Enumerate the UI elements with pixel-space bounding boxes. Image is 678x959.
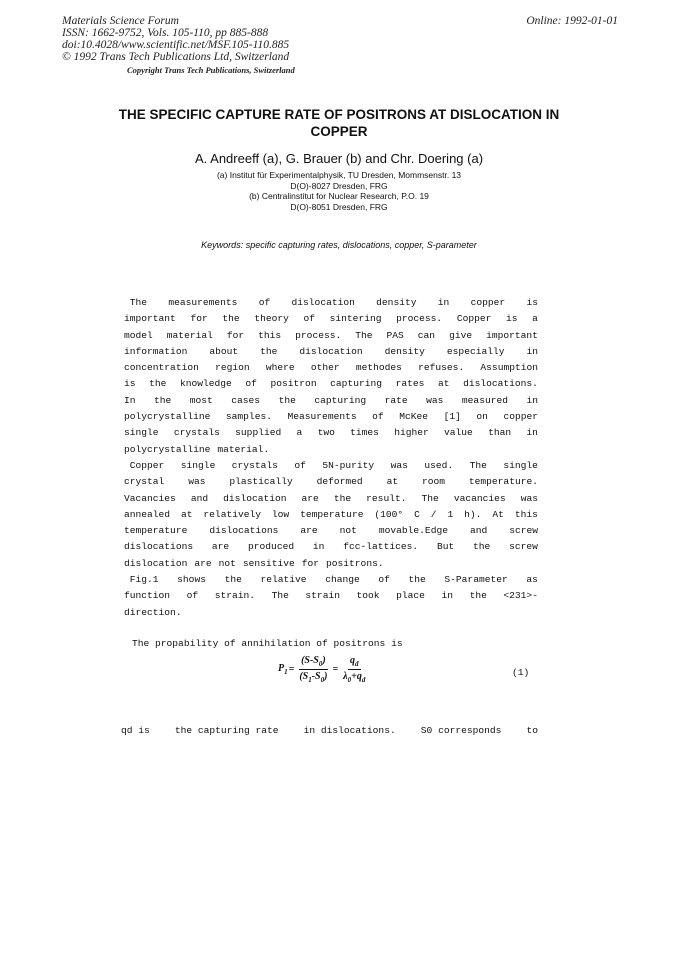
body-word: dislocation [124,557,188,569]
body-word: supplied [235,427,282,439]
equation-number: (1) [512,667,530,678]
body-word: McKee [399,411,429,423]
body-word: the [149,378,167,390]
body-word: was [426,394,444,406]
body-line [124,295,538,311]
body-word: of [294,459,306,471]
body-word: important [124,313,176,325]
fraction-s-parameter [297,655,329,684]
body-word: higher [394,427,429,439]
body-word: a [296,427,303,439]
body-word: material [166,329,213,341]
body-line [124,491,538,507]
body-word: temperature [124,525,188,537]
body-word: sensitive [242,557,295,569]
body-word: are [211,541,230,553]
online-date: Online: 1992-01-01 [526,15,618,27]
body-word: relative [260,574,307,586]
body-word: measured [461,394,508,406]
body-line [124,442,538,458]
body-word: The [421,492,439,504]
body-word: density [376,297,417,308]
body-word: polycrystalline [124,411,211,423]
fraction-denominator: $\lambda_0+q_d$ [343,671,366,684]
body-word: positrons. [326,557,384,569]
body-word: <231>- [503,590,538,602]
body-word: sintering [329,313,382,325]
body-line [124,328,538,344]
equation-1 [278,655,369,684]
body-text [124,295,538,621]
body-word: dislocations [124,541,194,553]
body-word: for [226,329,245,341]
body-word: and [469,525,488,537]
body-word: was [188,476,206,488]
body-word: took [356,590,380,602]
affiliations [100,170,578,212]
affiliation-line: D(O)-8051 Dresden, FRG [290,201,388,212]
body-word: 1 [447,508,454,520]
body-word: on [476,411,488,423]
body-word: for [301,557,320,569]
body-word: in [441,590,453,602]
body-word: fcc-lattices. [343,541,419,553]
body-word: dislocations. [463,378,538,390]
body-word: h). [464,508,482,520]
body-word: and [190,492,209,504]
body-word: at [180,508,193,520]
body-word: for [190,313,208,325]
body-word: not [218,557,236,569]
body-word: not [339,525,357,537]
body-word: most [189,394,213,406]
body-word: crystals [231,459,278,471]
affiliation-line: D(O)-8027 Dresden, FRG [290,180,388,191]
body-line [124,588,538,604]
body-word: relatively [203,508,261,520]
body-word: single [503,459,538,471]
fraction-denominator: $(S_1-S_0)$ [299,671,328,684]
body-word: The [271,590,289,602]
body-word: dislocation [291,297,355,308]
body-line [124,572,538,588]
body-word: dislocations [209,525,279,537]
body-word: screw [509,525,538,537]
publisher-line: © 1992 Trans Tech Publications Ltd, Switzerland [62,51,290,63]
body-word: The [355,329,373,341]
body-word: Copper [124,459,165,471]
body-line [124,311,538,327]
body-word: plastically [229,476,293,488]
body-word: was [520,492,538,504]
body-word: rates [395,378,425,390]
body-word: in [526,427,538,439]
body-word: strain. [214,590,256,602]
body-word: crystal [124,476,165,488]
body-word: crystals [173,427,220,439]
body-word: the [408,574,426,586]
body-word: The [124,297,148,308]
body-word: information [124,345,188,357]
copyright-notice: Copyright Trans Tech Publications, Switzerland [127,65,295,75]
issn-line: ISSN: 1662-9752, Vols. 105-110, pp 885-888 [62,27,269,39]
body-word: capturing [314,394,367,406]
body-word: other [310,362,340,374]
body-word: of [378,574,390,586]
body-word: region [215,362,250,374]
body-word: about [209,345,239,357]
closing-segment: S0 corresponds [420,725,502,736]
equals-sign: = [332,664,339,675]
body-word: can [417,329,436,341]
body-word: But [436,541,455,553]
body-word: movable.Edge [378,525,448,537]
body-word: PAS [386,329,404,341]
closing-segment: qd is [121,725,150,736]
body-word: times [350,427,379,439]
body-word: copper [470,297,506,308]
body-word: At [492,508,504,520]
body-word: the [473,541,491,553]
body-word: the [278,394,296,406]
body-word: this [258,329,282,341]
body-word: the [154,394,172,406]
body-word: is [526,297,538,308]
body-word: of [303,313,316,325]
body-word: refuses. [418,362,465,374]
body-word: especially [446,345,505,357]
body-word: in [312,541,325,553]
body-word: in [526,345,538,357]
body-word: temperature [300,508,364,520]
affiliation-line: (b) Centralinstitut for Nuclear Research, P.O. 19 [249,191,429,201]
body-word: The [469,459,487,471]
body-word: important [486,329,538,341]
body-word: place [396,590,425,602]
body-word: C [414,508,420,520]
body-word: Assumption [480,362,538,374]
equation-lhs: $P_1$ [278,663,288,676]
body-word: at [386,476,399,488]
body-word: cases [231,394,261,406]
body-word: room [421,476,445,488]
body-word: is [506,313,518,325]
body-word: give [449,329,473,341]
body-line [124,507,538,523]
body-word: was [390,459,408,471]
body-line [124,605,538,621]
title-line-2: COPPER [310,124,368,139]
body-word: Fig.1 [124,574,159,586]
body-line [124,523,538,539]
body-word: rate [384,394,408,406]
body-word: knowledge [179,378,232,390]
body-line [124,425,538,441]
body-line [124,409,538,425]
body-word: the [222,313,240,325]
body-word: copper [503,411,538,423]
doi-line: doi:10.4028/www.scientific.net/MSF.105-110.885 [62,39,290,51]
body-word: in [526,394,538,406]
body-word: single [124,427,159,439]
body-word: annealed [124,508,171,520]
body-word: Copper [456,313,492,325]
body-word: two [317,427,335,439]
closing-segment: in dislocations. [303,725,396,736]
body-word: produced [248,541,295,553]
body-word: of [245,378,257,390]
body-word: at [437,378,450,390]
body-word: is [124,378,136,390]
body-word: the [260,345,278,357]
body-word: result. [366,492,407,504]
body-word: as [526,574,538,586]
body-word: used. [424,459,454,471]
body-word: 5N-purity [322,459,375,471]
journal-header [62,15,289,63]
body-line [124,474,538,490]
body-word: shows [177,574,206,586]
body-word: screw [509,541,538,553]
body-word: change [325,574,360,586]
body-word: capturing [330,378,382,390]
body-word: are [300,525,318,537]
body-line [124,360,538,376]
body-line [124,556,538,572]
body-word: of [372,411,384,423]
body-word: the [469,590,487,602]
body-word: value [444,427,473,439]
body-line [124,344,538,360]
body-word: material. [217,443,270,455]
body-word: process. [396,313,443,325]
body-word: function [124,590,171,602]
body-word: dislocation [299,345,363,357]
affiliation-line: (a) Institut für Experimentalphysik, TU Dresden, Mommsenstr. 13 [216,170,462,180]
closing-line [121,725,538,736]
body-word: vacancies [453,492,506,504]
body-word: of [258,297,271,308]
body-word: temperature. [468,476,538,488]
body-word: single [180,459,216,471]
body-word: process. [295,329,342,341]
body-word: direction. [124,606,182,618]
body-word: methodes [355,362,402,374]
closing-segment: to [526,725,538,736]
closing-segment: the capturing rate [174,725,279,736]
body-word: strain [305,590,340,602]
body-word: the [333,492,352,504]
body-word: concentration [124,362,199,374]
body-word: polycrystalline [124,443,211,455]
body-word: a [532,313,538,325]
body-word: where [265,362,295,374]
body-line [124,393,538,409]
equals-sign: = [288,664,295,675]
title-line-1: THE SPECIFIC CAPTURE RATE OF POSITRONS AT DISLOCATION IN [118,107,560,122]
author-list: A. Andreeff (a), G. Brauer (b) and Chr. Doering (a) [194,151,484,166]
body-word: than [488,427,512,439]
body-word: of [186,590,199,602]
body-word: theory [254,313,289,325]
body-word: [1] [443,411,461,423]
body-word: in [437,297,450,308]
body-word: Measurements [287,411,357,423]
body-word: model [124,329,153,341]
body-word: density [384,345,425,357]
body-word: deformed [316,476,363,488]
body-word: positron [270,378,317,390]
body-word: In [124,394,136,406]
body-line [124,539,538,555]
body-word: Vacancies [124,492,176,504]
keywords: Keywords: specific capturing rates, dislocations, copper, S-parameter [201,240,477,250]
body-word: this [514,508,538,520]
body-word: samples. [225,411,272,423]
body-word: measurements [168,297,238,308]
propability-sentence: The propability of annihilation of positrons is [132,638,403,649]
body-line [124,458,538,474]
paper-title [100,106,578,140]
body-word: dislocation [223,492,287,504]
body-word: the [224,574,242,586]
body-word: / [430,508,437,520]
body-word: low [271,508,290,520]
journal-name: Materials Science Forum [62,15,179,27]
fraction-numerator: $(S-S_0)$ [301,655,326,668]
body-line [124,376,538,392]
body-word: are [301,492,319,504]
body-word: (100° [374,508,404,520]
fraction-rates [341,655,367,684]
body-word: S-Parameter [444,574,508,586]
body-word: are [194,557,212,569]
fraction-numerator: $q_d$ [350,655,359,668]
